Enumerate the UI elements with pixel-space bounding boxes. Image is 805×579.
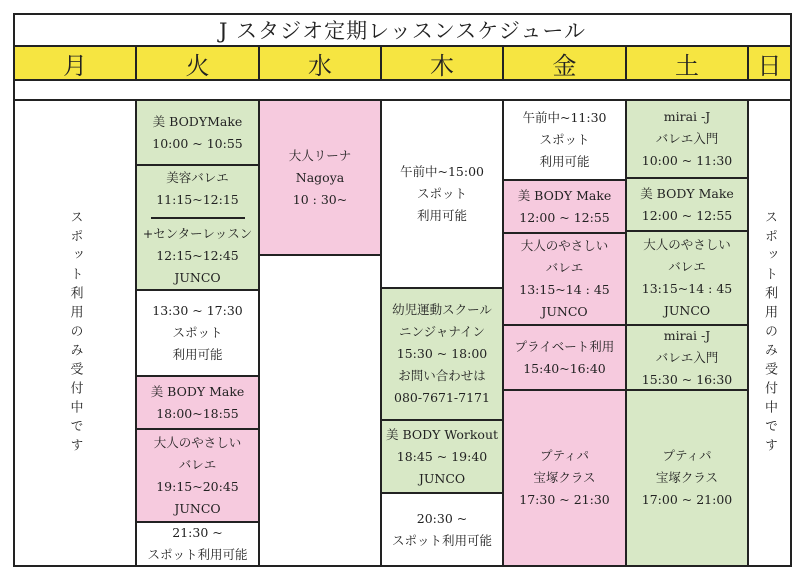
spacer-row [13,81,792,101]
lesson-name: スポット [539,132,590,147]
lesson-cell [625,324,749,391]
lesson-name: 大人のやさしい [643,237,731,252]
lesson-cell [625,99,749,179]
lesson-name: バレエ入門 [655,131,719,146]
lesson-cell [258,99,382,256]
lesson-cell [502,179,627,234]
lesson-name: mirai -J [663,327,711,343]
lesson-cell [502,324,627,391]
lesson-name: 大人のやさしい [153,434,242,450]
lesson-time: 13:15~14 : 45 [519,282,610,297]
lesson-cell [135,428,260,523]
lesson-time: 17:30 ~ 21:30 [519,492,610,507]
lesson-name: 美 BODY Make [640,185,734,201]
lesson-time: 17:00 ~ 21:00 [641,492,733,507]
saturday-column [627,101,749,565]
thursday-column [382,101,504,565]
day-header-mon: 月 [15,47,137,79]
lesson-status: 利用可能 [416,208,467,223]
sunday-column [749,101,790,565]
lesson-time: 11:15~12:15 [156,191,239,207]
page-title: J スタジオ定期レッスンスケジュール [13,13,792,47]
day-header-sat: 土 [627,47,749,79]
lesson-cell [502,389,627,567]
lesson-cell [135,164,260,291]
lesson-time: 10 : 30~ [292,191,348,207]
lesson-name: スポット [172,325,223,340]
lesson-time: 15:40~16:40 [523,360,606,376]
contact-phone: 080-7671-7171 [394,390,490,405]
lesson-time: 18:00~18:55 [156,405,239,421]
day-header-tue: 火 [137,47,260,79]
lesson-cell [135,289,260,377]
tuesday-column [137,101,260,565]
lesson-name: 美 BODY Make [517,187,612,203]
wednesday-column [260,101,382,565]
lesson-time: 21:30 ~ [172,525,223,540]
instructor-name: JUNCO [174,269,221,285]
lesson-cell [135,99,260,166]
lesson-time: 15:30 ~ 18:00 [396,346,488,361]
day-header-sun: 日 [757,51,782,80]
lesson-time: 10:00 ~ 10:55 [152,135,243,151]
lesson-name: 幼児運動スクール [392,302,492,317]
instructor-name: JUNCO [418,470,466,486]
lesson-time: 12:00 ~ 12:55 [641,207,733,223]
lesson-time: 13:15~14 : 45 [641,281,733,296]
lesson-name: 大人のやさしい [520,238,609,253]
lesson-name: 美 BODY Workout [385,426,499,442]
lesson-cell [625,389,749,567]
lesson-name: 宝塚クラス [655,470,719,485]
instructor-name: JUNCO [174,500,221,516]
lesson-time: 12:15~12:45 [156,247,239,263]
lesson-name: 大人リーナ [288,147,352,163]
lesson-time: 10:00 ~ 11:30 [641,153,733,168]
weekday-header-row [13,47,792,81]
lesson-time: 19:15~20:45 [156,478,239,494]
lesson-cell [380,492,504,567]
lesson-time: 18:45 ~ 19:40 [396,448,488,464]
lesson-name: mirai -J [663,109,711,124]
instructor-name: JUNCO [663,303,711,318]
lesson-cell [625,230,749,326]
lesson-name: プティパ [662,448,712,463]
lesson-name: スポット [416,186,467,201]
monday-note: スポット利用のみ受付中です [67,209,83,457]
lesson-name: +センターレッスン [142,225,253,241]
lesson-cell [625,177,749,232]
friday-column [504,101,627,565]
day-header-wed: 水 [260,47,382,79]
lesson-name: ニンジャナイン [398,324,486,339]
lesson-name: プティパ [539,448,589,463]
lesson-time: 13:30 ~ 17:30 [152,303,243,318]
lesson-status: 利用可能 [172,347,223,362]
day-header-thu: 木 [382,47,504,79]
lesson-status: スポット利用可能 [391,532,492,548]
lesson-cell [502,232,627,326]
lesson-cell [502,99,627,181]
lesson-name: 美 BODY Make [150,383,245,399]
lesson-cell [380,99,504,289]
lesson-cell [380,287,504,421]
lesson-cell [380,419,504,494]
lesson-name: バレエ入門 [655,349,719,365]
contact-label: お問い合わせは [398,368,486,383]
lesson-time: 12:00 ~ 12:55 [519,209,610,225]
lesson-time: 15:30 ~ 16:30 [641,371,733,387]
lesson-status: スポット利用可能 [147,547,248,562]
schedule-grid [13,101,792,567]
lesson-name: 美 BODYMake [152,113,243,129]
lesson-time: 午前中~15:00 [400,164,484,179]
lesson-cell [135,375,260,430]
lesson-name: バレエ [178,456,217,472]
sunday-note: スポット利用のみ受付中です [762,209,777,457]
lesson-cell [135,521,260,567]
lesson-name: プライベート利用 [514,338,615,354]
lesson-time: 午前中~11:30 [522,110,607,125]
lesson-location: Nagoya [295,169,345,185]
lesson-name: 美容バレエ [166,169,229,185]
divider [151,217,245,219]
monday-column [15,101,137,565]
day-header-fri: 金 [504,47,627,79]
lesson-time: 20:30 ~ [416,510,468,526]
instructor-name: JUNCO [541,304,588,319]
lesson-name: バレエ [668,259,706,274]
lesson-name: 宝塚クラス [533,470,596,485]
lesson-name: バレエ [545,260,584,275]
lesson-status: 利用可能 [539,154,590,169]
